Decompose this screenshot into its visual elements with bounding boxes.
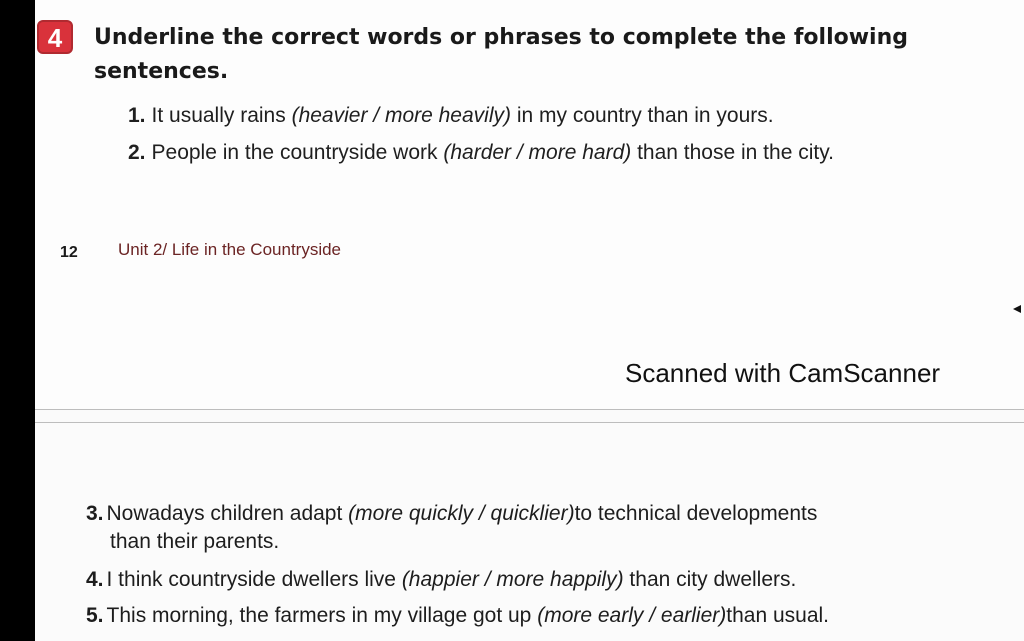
sentence-5-after: than usual.: [726, 604, 829, 627]
exercise-instruction: Underline the correct words or phrases to complete the following sentences.: [94, 25, 908, 84]
sentence-2-after: than those in the city.: [631, 141, 834, 164]
exercise-number-badge: 4: [37, 20, 73, 54]
sentence-4-before: I think countryside dwellers live: [106, 568, 402, 591]
sentence-4-options: (happier / more happily): [401, 568, 624, 591]
camscanner-watermark: Scanned with CamScanner: [625, 358, 941, 388]
sentence-5-options: (more early / earlier): [537, 604, 727, 627]
sentence-3-number: 3.: [86, 502, 104, 525]
sentence-1-number: 1.: [128, 104, 146, 127]
sentence-3-options: (more quickly / quicklier): [348, 502, 575, 525]
page-number: 12: [60, 244, 78, 261]
sentence-2-options: (harder / more hard): [443, 141, 632, 164]
sentence-3-continuation: than their parents.: [110, 530, 280, 553]
sentence-2-number: 2.: [128, 141, 146, 164]
sentence-5-before: This morning, the farmers in my village got up: [106, 604, 538, 627]
sentence-1-before: It usually rains: [151, 104, 292, 127]
sentence-1-after: in my country than in yours.: [511, 104, 774, 127]
sentence-5: [86, 602, 829, 630]
sentence-3-after: to technical developments: [574, 502, 818, 525]
page-divider: [35, 409, 1024, 423]
sentence-3-before: Nowadays children adapt: [106, 502, 349, 525]
sentence-1-options: (heavier / more heavily): [291, 104, 511, 127]
unit-title: Unit 2/ Life in the Countryside: [118, 240, 342, 259]
margin-mark: [1013, 305, 1021, 313]
sentence-2-before: People in the countryside work: [151, 141, 444, 164]
sentence-3: [86, 500, 966, 556]
sentence-4-after: than city dwellers.: [623, 568, 797, 591]
sentence-2: [128, 139, 834, 167]
sentence-4: [86, 566, 796, 594]
sentence-1: [128, 102, 774, 130]
sentence-4-number: 4.: [86, 568, 104, 591]
sentence-5-number: 5.: [86, 604, 104, 627]
